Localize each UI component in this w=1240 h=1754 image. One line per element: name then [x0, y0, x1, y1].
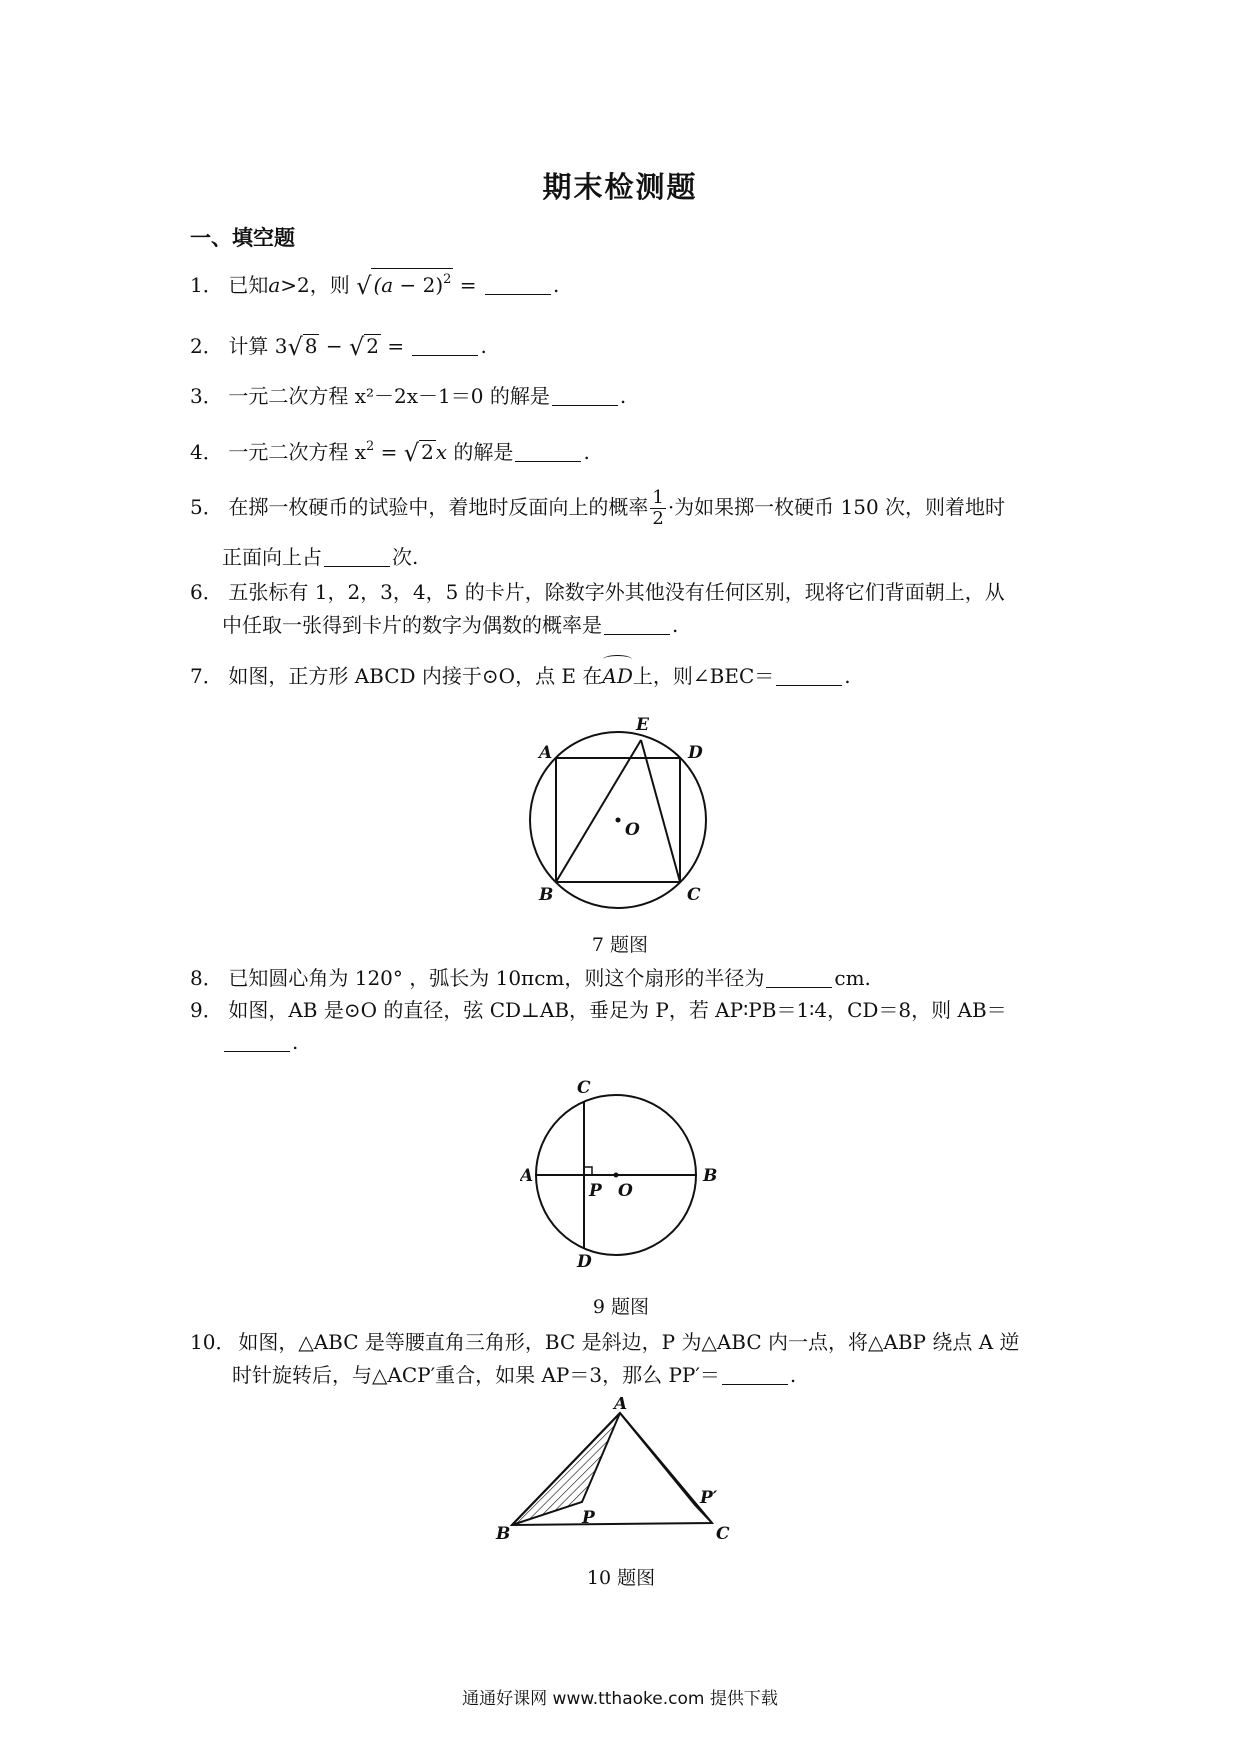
q9-end: .: [292, 1030, 299, 1054]
q10-end: .: [789, 1363, 797, 1387]
question-number: 9．: [190, 998, 223, 1022]
q5-text: 在掷一枚硬币的试验中，着地时反面向上的概率: [228, 495, 649, 519]
figure-7-diagram: [515, 712, 725, 912]
fraction-denominator: 2: [652, 508, 664, 529]
q5-line2-prefix: 正面向上占: [222, 545, 322, 569]
q6-end: .: [672, 613, 679, 637]
label-b: B: [703, 1166, 718, 1186]
question-5: [190, 488, 1005, 529]
answer-blank[interactable]: [224, 1031, 290, 1052]
question-number: 2．: [190, 334, 223, 358]
radical-sign: √: [287, 333, 303, 361]
q1-prefix: 已知: [228, 273, 269, 297]
figure-7-caption: 7 题图: [591, 934, 649, 956]
question-9: [190, 995, 1007, 1025]
q4-exponent: 2: [366, 439, 375, 454]
center-point: [614, 1173, 619, 1178]
q10-line2-text: 时针旋转后，与△ACP′重合，如果 AP＝3，那么 PP′＝: [232, 1363, 720, 1387]
answer-blank[interactable]: [766, 967, 832, 988]
label-p: P: [589, 1181, 602, 1201]
label-b: B: [496, 1524, 511, 1544]
question-5-line-2: [222, 542, 418, 572]
footer-source: 通通好课网 www.tthaoke.com 提供下载: [462, 1689, 778, 1709]
radical-sign: √: [356, 272, 372, 300]
answer-blank[interactable]: [485, 274, 551, 295]
q8-text: 已知圆心角为 120° ，弧长为 10πcm，则这个扇形的半径为: [228, 966, 765, 990]
question-number: 3．: [190, 384, 223, 408]
q10-line-1: 如图，△ABC 是等腰直角三角形，BC 是斜边，P 为△ABC 内一点，将△ABP 绕点 A 逆: [238, 1330, 1020, 1354]
q2-prefix: 计算 3: [228, 334, 288, 358]
q2-minus: −: [319, 334, 349, 358]
label-b: B: [539, 885, 554, 905]
q3-end: .: [619, 384, 627, 408]
q1-end: .: [552, 273, 560, 297]
figure-10-diagram: [490, 1397, 760, 1547]
q4-end: .: [583, 440, 590, 464]
label-o: O: [618, 1181, 633, 1201]
q1-equals: =: [453, 273, 477, 297]
q4-suffix: 的解是: [447, 440, 514, 464]
question-2: [190, 331, 487, 362]
figure-10-caption: 10 题图: [586, 1567, 656, 1589]
q1-inner-rest: − 2): [393, 273, 444, 297]
q5-text-cont: ·为如果掷一枚硬币 150 次，则着地时: [667, 495, 1006, 519]
question-7: [190, 661, 851, 691]
q6-line-1: 五张标有 1，2，3，4，5 的卡片，除数字外其他没有任何区别，现将它们背面朝上，从: [228, 580, 1005, 604]
answer-blank[interactable]: [515, 441, 581, 462]
answer-blank[interactable]: [552, 385, 618, 406]
question-10: [190, 1327, 1020, 1357]
label-o: O: [625, 820, 640, 840]
question-9-line-2: [222, 1027, 298, 1057]
fraction-numerator: 1: [652, 487, 664, 508]
answer-blank[interactable]: [722, 1364, 788, 1385]
question-number: 10．: [190, 1330, 236, 1354]
question-8: [190, 963, 871, 993]
q9-line-1: 如图，AB 是⊙O 的直径，弦 CD⊥AB，垂足为 P，若 AP∶PB＝1∶4，CD＝8，则 AB＝: [228, 998, 1007, 1022]
q2-radicand-1: 8: [304, 334, 318, 358]
q7-suffix: 上，则∠BEC＝: [632, 664, 775, 688]
label-p: P: [582, 1508, 595, 1528]
label-d: D: [577, 1252, 592, 1272]
q1-variable: a: [268, 273, 281, 297]
q4-equals: =: [374, 440, 404, 464]
question-number: 7．: [190, 664, 223, 688]
question-number: 6．: [190, 580, 223, 604]
question-3: [190, 381, 626, 411]
center-point: [616, 818, 621, 823]
question-10-line-2: [232, 1360, 796, 1390]
label-e: E: [636, 715, 649, 735]
segment-be: [556, 740, 641, 882]
figure-9-diagram: [520, 1075, 730, 1275]
segment-ce: [641, 740, 680, 882]
question-number: 5．: [190, 495, 223, 519]
q7-end: .: [844, 664, 851, 688]
q1-condition: >2，则: [280, 273, 350, 297]
figure-9-caption: 9 题图: [592, 1296, 650, 1318]
q2-radicand-2: 2: [366, 334, 379, 358]
q1-radicand: [371, 268, 453, 296]
q4-variable: x: [435, 440, 448, 464]
question-6-line-2: [222, 610, 678, 640]
label-a: A: [520, 1166, 534, 1186]
label-p-prime: P′: [700, 1488, 718, 1508]
q2-equals: =: [381, 334, 405, 358]
question-1: [190, 268, 559, 301]
fraction-one-half: [650, 488, 665, 529]
section-heading: 一、填空题: [190, 226, 295, 250]
label-c: C: [716, 1524, 730, 1544]
q5-line2-suffix: 次.: [392, 545, 419, 569]
q3-text: 一元二次方程 x²－2x－1＝0 的解是: [228, 384, 550, 408]
q6-line2-text: 中任取一张得到卡片的数字为偶数的概率是: [222, 613, 602, 637]
label-a: A: [539, 743, 553, 763]
question-number: 8．: [190, 966, 223, 990]
label-d: D: [688, 743, 703, 763]
q1-exponent: 2: [443, 272, 452, 287]
answer-blank[interactable]: [324, 546, 390, 567]
arc-ad: AD: [602, 661, 632, 691]
radical-sign: √: [403, 439, 420, 467]
answer-blank[interactable]: [776, 665, 842, 686]
q4-radicand: 2: [421, 440, 434, 464]
answer-blank[interactable]: [604, 614, 670, 635]
question-number: 4．: [190, 440, 223, 464]
label-a: A: [614, 1397, 628, 1414]
question-number: 1．: [190, 273, 223, 297]
q2-end: .: [480, 334, 487, 358]
q8-unit: cm.: [834, 966, 871, 990]
label-c: C: [687, 885, 701, 905]
page-title: 期末检测题: [542, 170, 698, 204]
question-6: [190, 577, 1005, 607]
label-c: C: [577, 1078, 591, 1098]
radical-sign: √: [348, 333, 365, 361]
right-angle-mark: [584, 1167, 592, 1175]
question-4: [190, 432, 590, 468]
q7-prefix: 如图，正方形 ABCD 内接于⊙O，点 E 在: [228, 664, 603, 688]
q4-prefix: 一元二次方程 x: [228, 440, 366, 464]
q1-inner-a: (a: [373, 273, 394, 297]
answer-blank[interactable]: [412, 335, 478, 356]
